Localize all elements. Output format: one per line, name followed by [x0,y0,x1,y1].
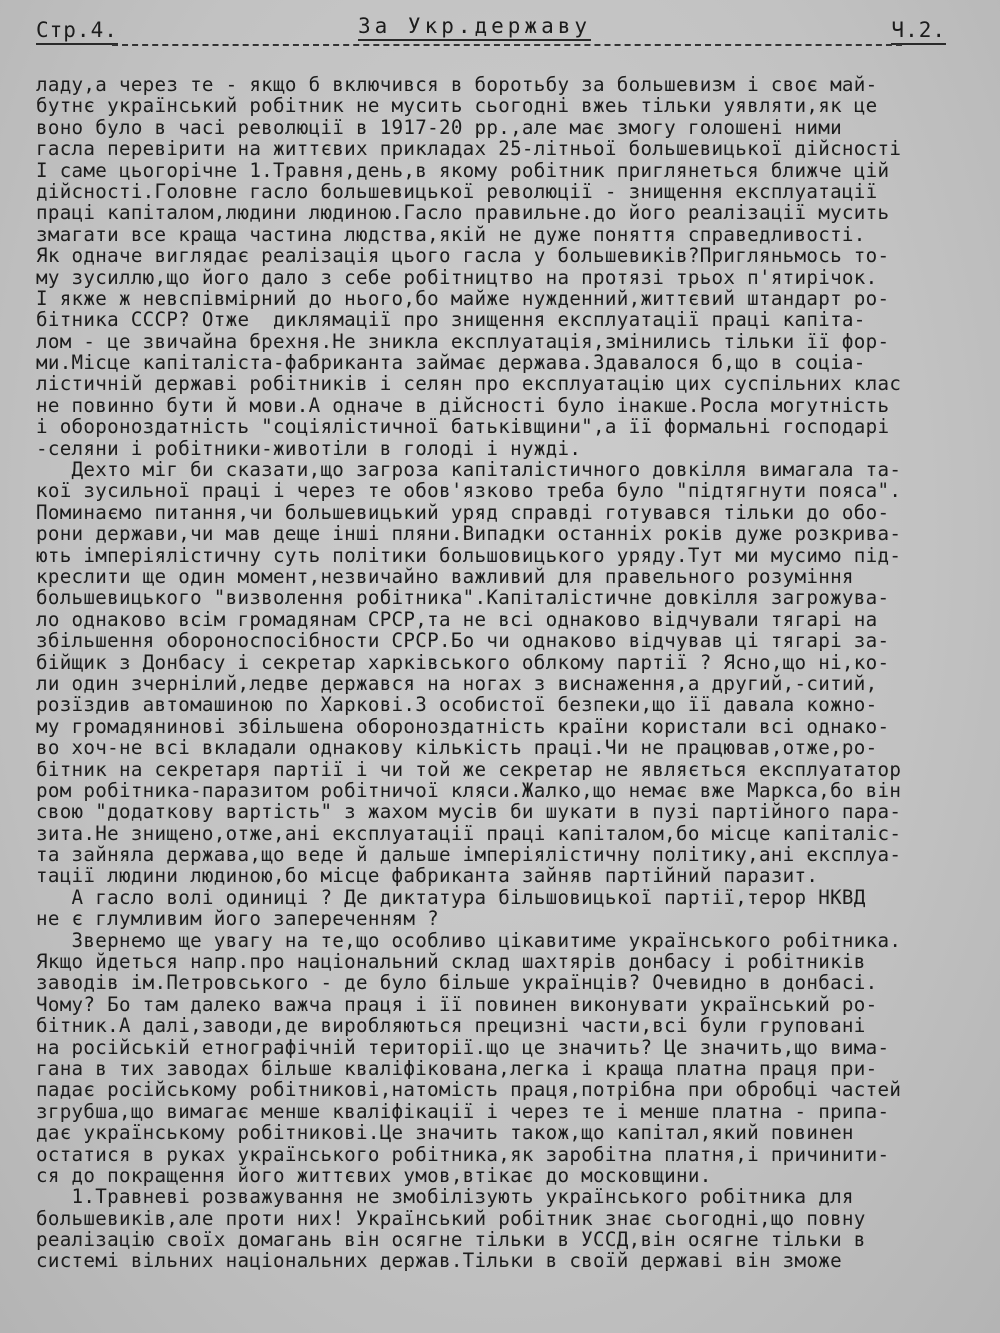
text-line: А гасло волі одиниці ? Де диктатура більшовицької партії,терор НКВД [36,886,866,909]
text-line: воно було в часі революції в 1917-20 рр.,але має змогу голошені ними [36,116,842,139]
text-line: -селяни і робітники-животіли в голоді і нужді. [36,437,582,460]
part-number: Ч.2. [891,18,946,45]
text-line: змагати все краща частина людства,якій не дуже поняття справедливості. [36,223,866,246]
text-line: гасла перевірити на життєвих прикладах 25-літньої большевицької дійсності [36,138,902,160]
text-line: І саме цьогорічне 1.Травня,день,в якому робітник приглянеться ближче цій [36,159,890,181]
text-line: ють імперіялістичну суть політики большовицького уряду.Тут ми мусимо під- [36,544,902,566]
text-line: кої зусильної праці і через те обов'язково треба було "підтягнути пояса". [36,480,902,502]
text-line: Поминаємо питання,чи большевицький уряд справді готувався тільки до обо- [36,501,890,524]
text-line: тації людини людиною,бо місце фабриканта зайняв партійний паразит. [36,865,819,887]
text-line: свою "додаткову вартість" з жахом мусів би шукати в пузі партійного пара- [36,801,902,823]
text-line: зита.Не знищено,отже,ані експлуатації праці капіталом,бо місце капіталіс- [36,822,902,845]
text-line: не повинно бути й мови.А одначе в дійсності було інакше.Росла могутність [36,394,890,417]
text-line: ли один зчернілий,ледве держався на ногах з виснаження,а другий,-ситий, [36,672,878,695]
text-line: дає українському робітникові.Це значить також,що капітал,який повинен [36,1122,854,1144]
text-line: згрубша,що вимагає менше кваліфікації і через те і менше платна - припа- [36,1100,890,1123]
text-line: бутнє український робітник не мусить сьогодні вжеь тільки уявляти,як це [36,95,878,117]
text-line: большевицького "визволення робітника".Капіталістичне довкілля загрожува- [36,587,890,609]
text-line: ся до покращення його життєвих умов,втікає до московщини. [36,1164,712,1187]
text-line: бітника СССР? Отже диклямації про знищення експлуатації праці капіта- [36,309,866,331]
text-line: праці капіталом,людини людиною.Гасло правильне.до його реалізації мусить [36,202,890,224]
text-line: системі вільних національних держав.Тільки в своїй державі він зможе [36,1250,842,1272]
text-line: бійщик з Донбасу і секретар харківського облкому партії ? Ясно,що ні,ко- [36,651,890,673]
text-line: бітник.А далі,заводи,де виробляються прецизні части,всі були груповані [36,1015,866,1037]
text-line: і обороноздатність "соціялістичної батьківщини",а її формальні господарі [36,416,890,438]
text-line: на російській етнографічній території.що це значить? Це значить,що вима- [36,1036,890,1058]
text-line: гана в тих заводах більше кваліфікована,легка і краща платна праця при- [36,1057,878,1080]
text-line: ми.Місце капіталіста-фабриканта займає держава.Здавалося б,що в соціа- [36,352,866,374]
text-line: остатися в руках українського робітника,як заробітна платня,і причинити- [36,1143,890,1165]
text-line: реалізацію своїх домагань він осягне тільки в УССД,він осягне тільки в [36,1229,866,1251]
text-line: креслити ще один момент,незвичайно важливий для правельного розуміння [36,565,854,588]
text-line: Чому? Бо там далеко важча праця і її повинен виконувати український ро- [36,993,878,1016]
text-line: Як одначе виглядає реалізація цього гасла у большевиків?Пригляньмось то- [36,245,890,267]
text-line: рони держави,чи мав деще інші пляни.Випадки останніх років дуже розкрива- [36,523,902,545]
text-line: ром робітника-паразитом робітничої кляси.Жалко,що немає вже Маркса,бо він [36,779,902,802]
page-number: Стр.4. [36,18,118,45]
text-line: лістичній державі робітників і селян про експлуатацію цих суспільних клас [36,373,902,395]
text-line: не є глумливим його запереченням ? [36,908,439,930]
text-line: падає російському робітникові,натомість праця,потрібна при обробці частей [36,1079,902,1101]
text-line: Звернемо ще увагу на те,що особливо цікавитиме українського робітника. [36,929,902,952]
text-line: дійсності.Головне гасло большевицької революції - знищення експлуатації [36,180,878,203]
text-line: большевиків,але проти них! Український робітник знає сьогодні,що повну [36,1207,866,1230]
article-body [36,74,986,1272]
text-line: му громадянинові збільшена обороноздатність країни користали всі однако- [36,715,890,738]
text-line: заводів ім.Петровського - де було більше українців? Очевидно в донбасі. [36,972,878,994]
text-line: во хоч-не всі вкладали однакову кількість праці.Чи не працював,отже,ро- [36,737,878,759]
text-line: 1.Травневі розважування не змобілізують українського робітника для [36,1186,854,1208]
header-dashed-rule [112,44,902,46]
text-line: та зайняла держава,що веде й дальше імперіялістичну політику,ані експлуа- [36,844,902,866]
text-line: збільшення обороноспосібности СРСР.Бо чи однаково відчував ці тягарі за- [36,630,890,652]
text-line: розїздив автомашиною по Харкові.З особистої безпеки,що її давала кожно- [36,694,878,716]
text-line: ладу,а через те - якщо б включився в боротьбу за большевизм і своє май- [36,74,878,96]
text-line: му зусиллю,що його дало з себе робітництво на протязі трьох п'ятирічок. [36,266,878,288]
text-line: бітник на секретаря партії і чи той же секретар не являється експлуататор [36,758,902,780]
text-line: Якщо йдеться напр.про національний склад шахтярів донбасу і робітників [36,951,866,973]
text-line: І якже ж невспівмірний до нього,бо майже нужденний,життєвий штандарт ро- [36,287,890,310]
text-line: Дехто міг би сказати,що загроза капіталістичного довкілля вимагала та- [36,459,902,481]
text-line: лом - це звичайна брехня.Не зникла експлуатація,змінились тільки її фор- [36,330,890,353]
text-line: ло однаково всім громадянам СРСР,та не всі однаково відчували тягарі на [36,608,878,631]
newspaper-title: За Укр.державу [358,14,591,41]
